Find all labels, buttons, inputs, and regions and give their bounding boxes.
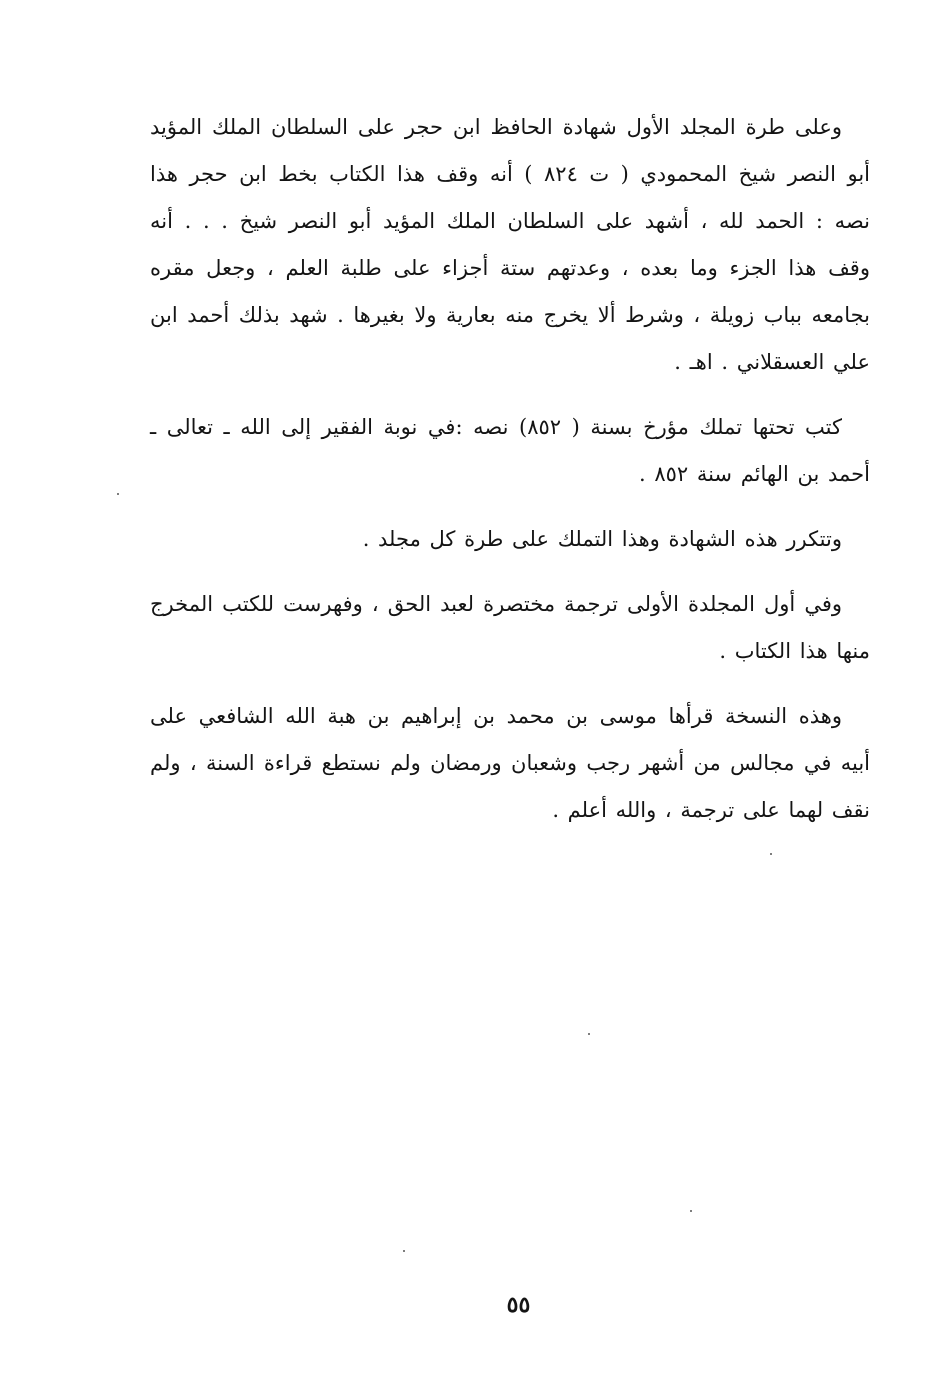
paragraph-reading-note: وهذه النسخة قرأها موسى بن محمد بن إبراهيم بن هبة الله الشافعي على أبيه في مجالس من أشهر رجب وشعبان ورمضان ولم نستطع قراءة السنة ، ولم نقف لهما على ترجمة ، والله أعلم . (150, 704, 870, 822)
scan-speck (588, 1033, 590, 1035)
paragraph-first-volume-contents: وفي أول المجلدة الأولى ترجمة مختصرة لعبد الحق ، وفهرست للكتب المخرج منها هذا الكتاب . (150, 592, 870, 663)
scan-speck (770, 853, 772, 855)
scan-speck (690, 1210, 692, 1212)
paragraph-endowment-certificate: وعلى طرة المجلد الأول شهادة الحافظ ابن حجر على السلطان الملك المؤيد أبو النصر شيخ المحمودي ( ت ٨٢٤ ) أنه وقف هذا الكتاب بخط ابن حجر هذا نصه : الحمد لله ، أشهد على السلطان الملك المؤيد أبو النصر شيخ . . . أنه وقف هذا الجزء وما بعده ، وعدتهم ستة أجزاء على طلبة العلم ، وجعل مقره بجامعه بباب زويلة ، وشرط ألا يخرج منه بعارية ولا بغيرها . شهد بذلك أحمد ابن علي العسقلاني . اهـ . (150, 115, 871, 374)
paragraph-repetition-note: وتتكرر هذه الشهادة وهذا التملك على طرة كل مجلد . (362, 527, 842, 551)
paragraph-ownership-note: كتب تحتها تملك مؤرخ بسنة ( ٨٥٢) نصه :في نوبة الفقير إلى الله ـ تعالى ـ أحمد بن الهائم سنة ٨٥٢ . (150, 415, 870, 486)
body-text (150, 104, 870, 852)
page-number: ٥٥ (506, 1292, 531, 1318)
scan-speck (403, 1250, 405, 1252)
scan-speck (117, 493, 119, 495)
